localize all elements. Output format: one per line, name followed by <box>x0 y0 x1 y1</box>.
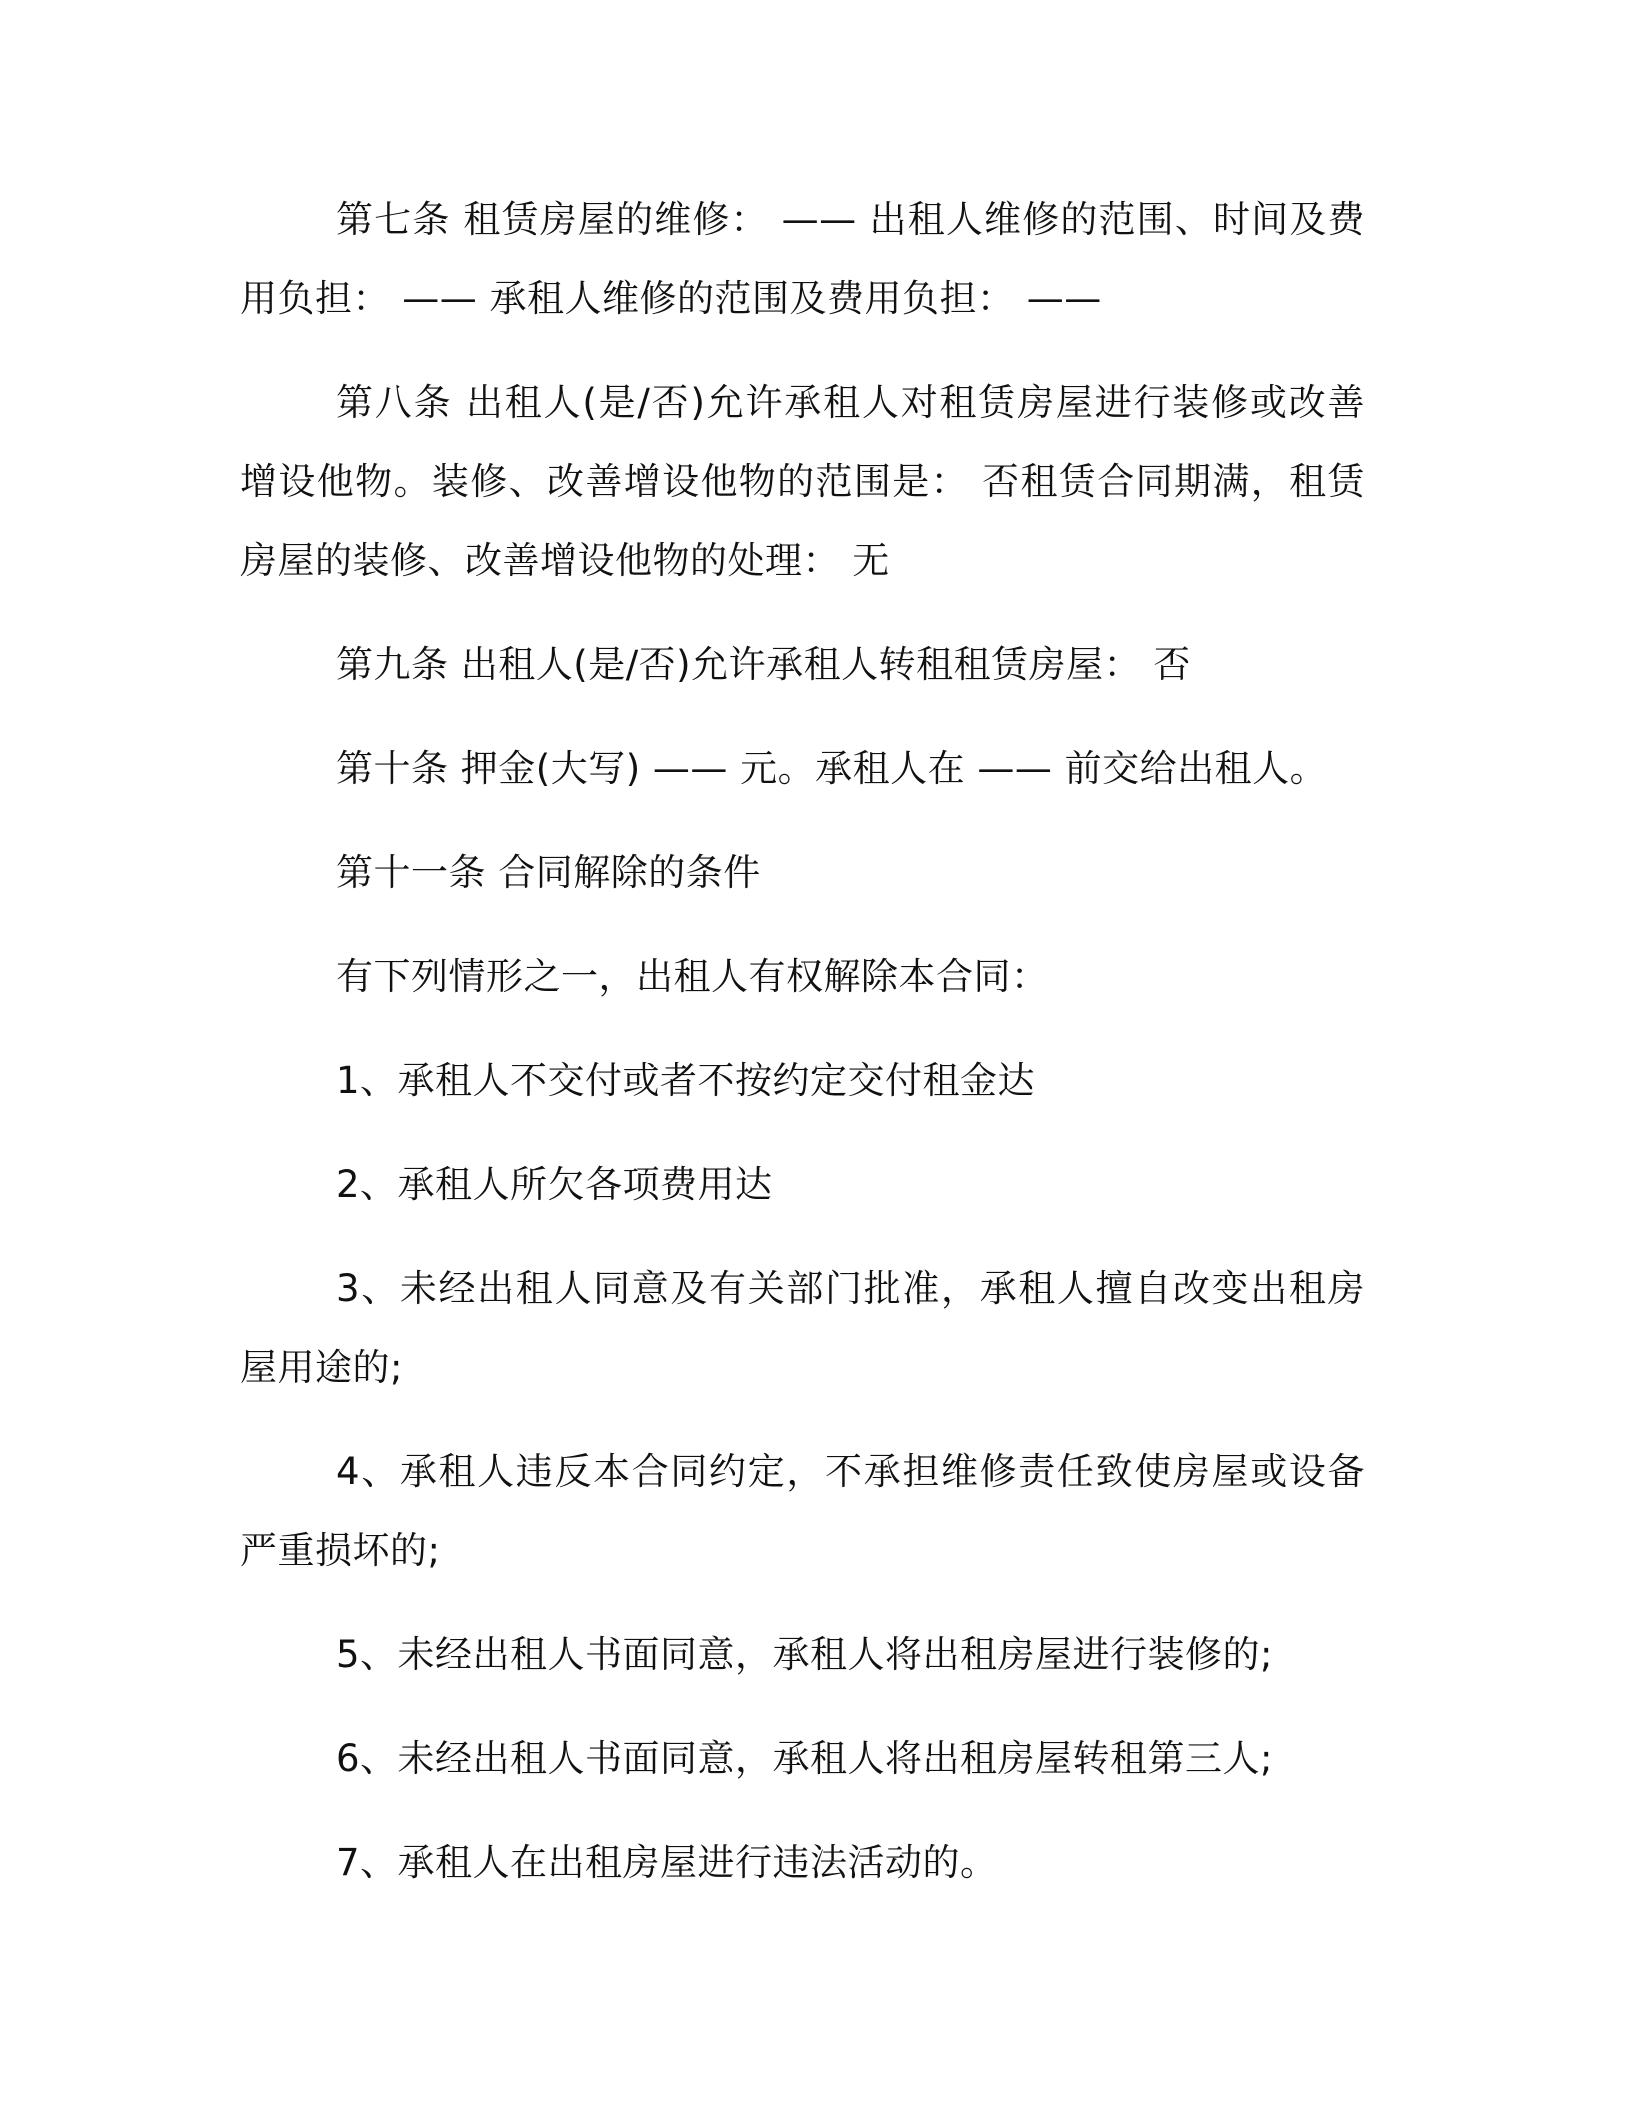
termination-item-5: 5、未经出租人书面同意，承租人将出租房屋进行装修的; <box>336 1633 1274 1676</box>
termination-item-7: 7、承租人在出租房屋进行违法活动的。 <box>336 1841 998 1884</box>
termination-item-6: 6、未经出租人书面同意，承租人将出租房屋转租第三人; <box>336 1737 1274 1780</box>
clause-11-heading: 第十一条 合同解除的条件 <box>336 851 761 894</box>
clause-7-repairs: 第七条 租赁房屋的维修： —— 出租人维修的范围、时间及费用负担： —— 承租人维修的范围及费用负担： —— <box>240 198 1365 320</box>
clause-10-deposit: 第十条 押金(大写) —— 元。承租人在 —— 前交给出租人。 <box>336 747 1328 790</box>
contract-body <box>240 180 1365 1902</box>
clause-8-renovation: 第八条 出租人(是/否)允许承租人对租赁房屋进行装修或改善增设他物。装修、改善增设他物的范围是： 否租赁合同期满，租赁房屋的装修、改善增设他物的处理： 无 <box>240 381 1365 582</box>
termination-intro: 有下列情形之一，出租人有权解除本合同： <box>336 955 1049 998</box>
termination-item-1: 1、承租人不交付或者不按约定交付租金达 <box>336 1059 1036 1102</box>
termination-item-4: 4、承租人违反本合同约定，不承担维修责任致使房屋或设备严重损坏的; <box>240 1450 1365 1572</box>
clause-9-sublease: 第九条 出租人(是/否)允许承租人转租租赁房屋： 否 <box>336 643 1191 686</box>
termination-item-2: 2、承租人所欠各项费用达 <box>336 1163 773 1206</box>
termination-item-3: 3、未经出租人同意及有关部门批准，承租人擅自改变出租房屋用途的; <box>240 1267 1365 1389</box>
